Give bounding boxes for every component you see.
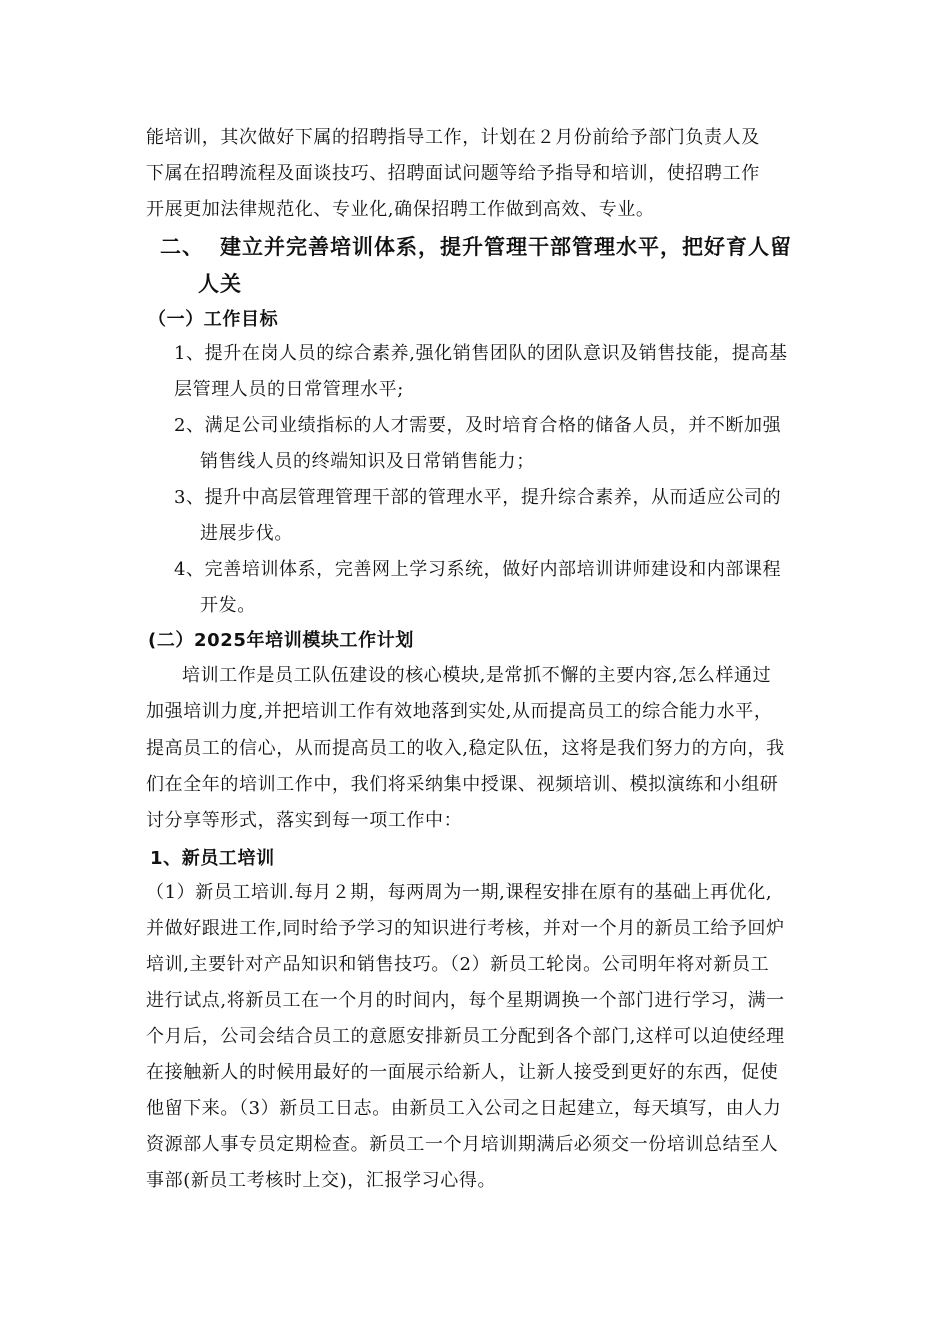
- sub1-heading: （一）工作目标: [148, 309, 279, 330]
- training-line-5: 讨分享等形式，落实到每一项工作中：: [146, 810, 463, 831]
- new-staff-line-6: 在接触新人的时候用最好的一面展示给新人，让新人接受到更好的东西，促使: [146, 1062, 779, 1083]
- intro-line-1: 能培训，其次做好下属的招聘指导工作，计划在２月份前给予部门负责人及: [146, 127, 760, 148]
- new-staff-line-2: 并做好跟进工作,同时给予学习的知识进行考核，并对一个月的新员工给予回炉: [146, 918, 785, 939]
- goal-1-line-2: 层管理人员的日常管理水平;: [174, 379, 404, 400]
- section2-number: 二、: [160, 235, 204, 259]
- intro-line-3: 开展更加法律规范化、专业化,确保招聘工作做到高效、专业。: [146, 199, 655, 220]
- sub2-heading: (二）2025年培训模块工作计划: [148, 630, 414, 651]
- new-staff-line-9: 事部(新员工考核时上交)，汇报学习心得。: [146, 1170, 497, 1191]
- new-staff-line-7: 他留下来。（3）新员工日志。由新员工入公司之日起建立，每天填写，由人力: [146, 1098, 782, 1119]
- item1-heading: 1、新员工培训: [150, 848, 275, 869]
- training-line-1: 培训工作是员工队伍建设的核心模块,是常抓不懈的主要内容,怎么样通过: [182, 665, 772, 686]
- goal-3-line-2: 进展步伐。: [200, 523, 293, 544]
- goal-2-line-1: 2、满足公司业绩指标的人才需要，及时培育合格的储备人员，并不断加强: [174, 415, 782, 436]
- new-staff-line-3: 培训,主要针对产品知识和销售技巧。（2）新员工轮岗。公司明年将对新员工: [146, 954, 770, 975]
- new-staff-line-8: 资源部人事专员定期检查。新员工一个月培训期满后必须交一份培训总结至人: [146, 1134, 779, 1155]
- goal-2-line-2: 销售线人员的终端知识及日常销售能力；: [200, 451, 535, 472]
- training-line-4: 们在全年的培训工作中，我们将采纳集中授课、视频培训、模拟演练和小组研: [146, 774, 779, 795]
- training-line-3: 提高员工的信心，从而提高员工的收入,稳定队伍，这将是我们努力的方向，我: [146, 738, 785, 759]
- section2-heading-line-2: 人关: [198, 272, 242, 296]
- training-line-2: 加强培训力度,并把培训工作有效地落到实处,从而提高员工的综合能力水平，: [146, 701, 773, 722]
- goal-1-line-1: 1、提升在岗人员的综合素养,强化销售团队的团队意识及销售技能，提高基: [174, 343, 788, 364]
- new-staff-line-5: 个月后，公司会结合员工的意愿安排新员工分配到各个部门,这样可以迫使经理: [146, 1026, 785, 1047]
- new-staff-line-1: （1）新员工培训.每月２期，每两周为一期,课程安排在原有的基础上再优化,: [146, 882, 773, 903]
- intro-line-2: 下属在招聘流程及面谈技巧、招聘面试问题等给予指导和培训，使招聘工作: [146, 163, 760, 184]
- goal-4-line-1: 4、完善培训体系，完善网上学习系统，做好内部培训讲师建设和内部课程: [174, 559, 782, 580]
- goal-4-line-2: 开发。: [200, 595, 256, 616]
- new-staff-line-4: 进行试点,将新员工在一个月的时间内，每个星期调换一个部门进行学习，满一: [146, 990, 785, 1011]
- section2-heading-line-1: 建立并完善培训体系，提升管理干部管理水平，把好育人留: [220, 235, 792, 259]
- goal-3-line-1: 3、提升中高层管理管理干部的管理水平，提升综合素养，从而适应公司的: [174, 487, 782, 508]
